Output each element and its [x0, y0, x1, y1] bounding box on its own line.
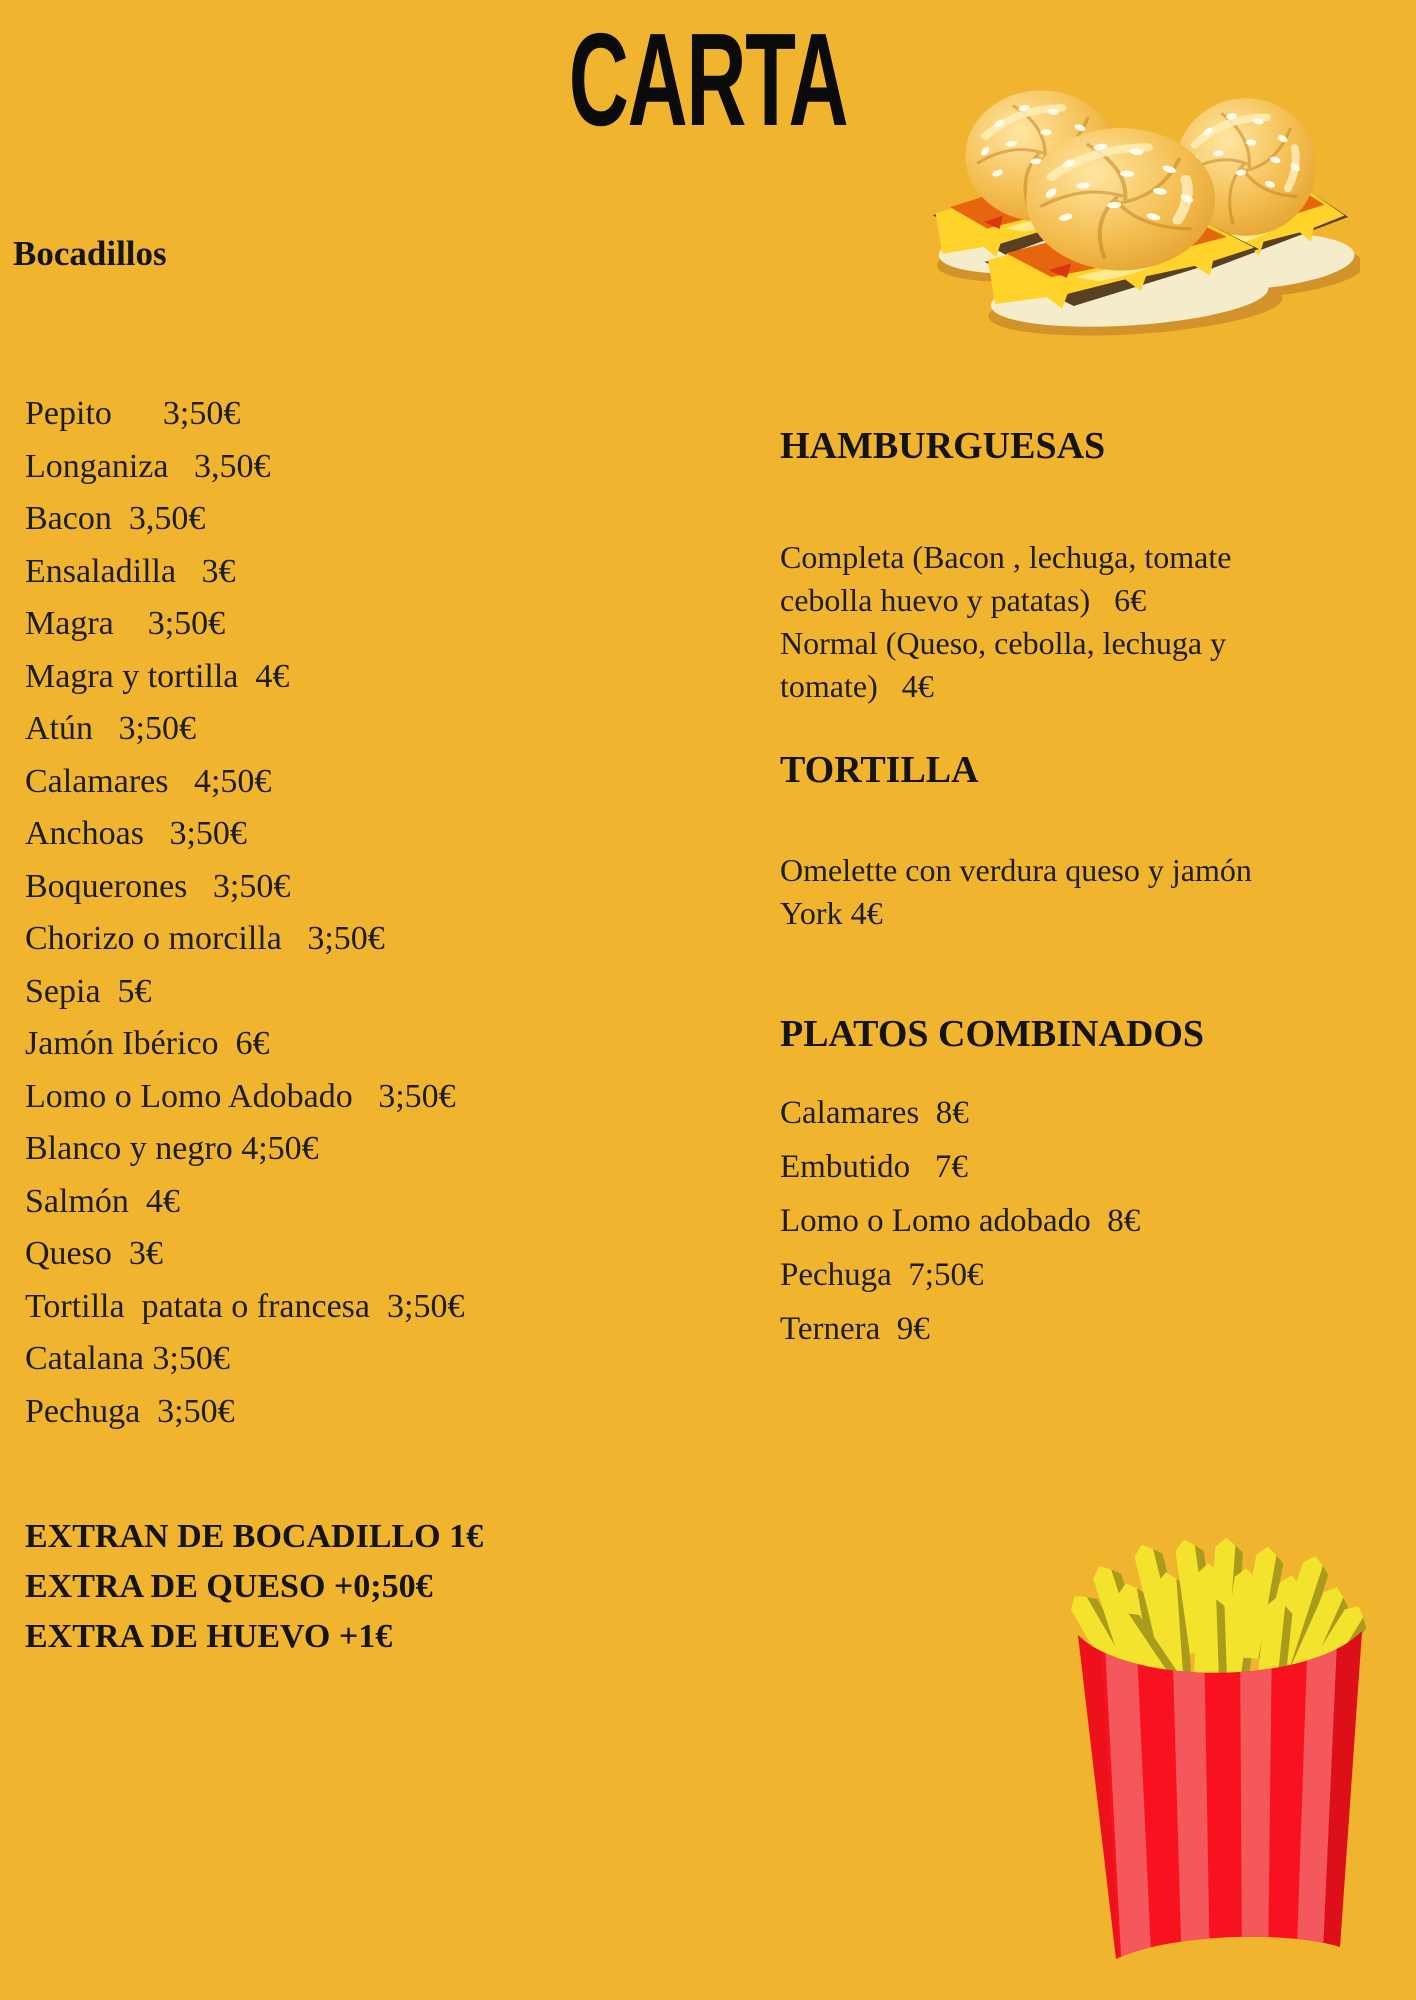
- menu-item: Calamares 8€: [780, 1095, 969, 1131]
- menu-text-line: tomate) 4€: [780, 668, 934, 704]
- menu-text-line: Completa (Bacon , lechuga, tomate: [780, 539, 1232, 575]
- menu-item: Sepia 5€: [25, 972, 152, 1010]
- menu-item: Anchoas 3;50€: [25, 815, 247, 852]
- menu-item: Pechuga 3;50€: [25, 1392, 235, 1430]
- menu-text-line: cebolla huevo y patatas) 6€: [780, 582, 1147, 618]
- menu-item: Salmón 4€: [25, 1182, 180, 1220]
- menu-item: Magra 3;50€: [25, 605, 226, 642]
- menu-text-line: York 4€: [780, 895, 883, 931]
- menu-item: Catalana 3;50€: [25, 1340, 230, 1377]
- menu-item: Ensaladilla 3€: [25, 552, 236, 590]
- menu-item: Atún 3;50€: [25, 710, 196, 747]
- menu-item: Embutido 7€: [780, 1149, 968, 1185]
- page-title: CARTA: [568, 6, 848, 153]
- hamburguesas-body: [780, 536, 1340, 708]
- tortilla-body: [780, 849, 1340, 935]
- menu-item: Longaniza 3,50€: [25, 447, 271, 485]
- menu-item: Lomo o Lomo Adobado 3;50€: [25, 1077, 456, 1115]
- platos-combinados-list: [780, 1086, 1340, 1356]
- menu-item: Bacon 3,50€: [25, 500, 206, 537]
- menu-item: Boquerones 3;50€: [25, 867, 291, 905]
- menu-item: Queso 3€: [25, 1235, 163, 1272]
- menu-item: Tortilla patata o francesa 3;50€: [25, 1287, 465, 1325]
- menu-item: Chorizo o morcilla 3;50€: [25, 920, 385, 957]
- hamburguesas-heading: HAMBURGUESAS: [780, 425, 1106, 467]
- menu-text-line: Normal (Queso, cebolla, lechuga y: [780, 625, 1227, 661]
- tortilla-heading: TORTILLA: [780, 749, 979, 791]
- bocadillos-heading: Bocadillos: [13, 234, 167, 273]
- menu-item: Jamón Ibérico 6€: [25, 1025, 270, 1062]
- extra-item: EXTRA DE HUEVO +1€: [25, 1618, 393, 1655]
- bocadillos-item-list: [25, 388, 464, 1438]
- extra-item: EXTRA DE QUESO +0;50€: [25, 1568, 433, 1605]
- extra-item: EXTRAN DE BOCADILLO 1€: [25, 1518, 484, 1555]
- extras-list: [25, 1512, 483, 1662]
- menu-item: Pechuga 7;50€: [780, 1257, 984, 1293]
- menu-item: Blanco y negro 4;50€: [25, 1130, 319, 1167]
- menu-item: Pepito 3;50€: [25, 395, 241, 432]
- menu-item: Calamares 4;50€: [25, 762, 272, 800]
- menu-item: Lomo o Lomo adobado 8€: [780, 1203, 1141, 1239]
- menu-item: Ternera 9€: [780, 1311, 930, 1347]
- french-fries-illustration: [1060, 1535, 1380, 1975]
- sandwiches-illustration: [920, 80, 1360, 340]
- menu-item: Magra y tortilla 4€: [25, 657, 290, 695]
- platos-combinados-heading: PLATOS COMBINADOS: [780, 1013, 1205, 1055]
- menu-text-line: Omelette con verdura queso y jamón: [780, 852, 1252, 888]
